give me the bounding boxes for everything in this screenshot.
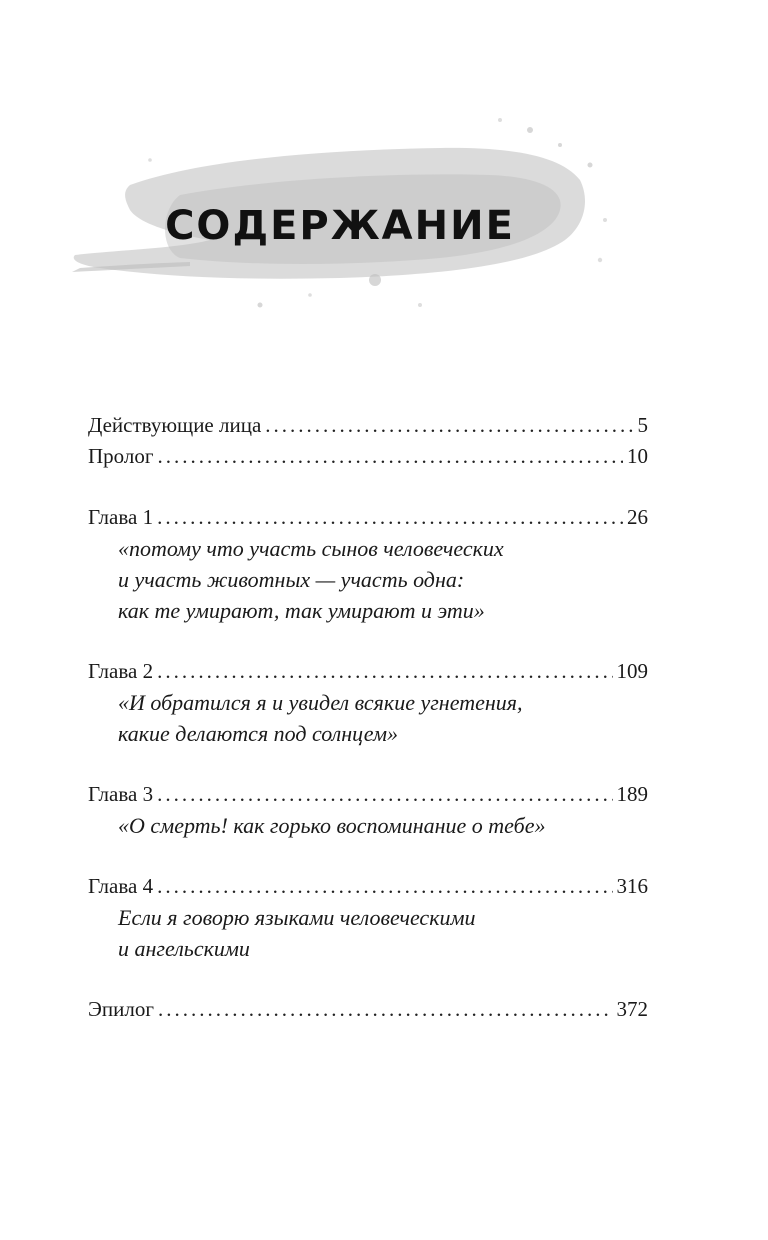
toc-entry-chapter-4[interactable] bbox=[88, 871, 648, 902]
toc-entry-label: Глава 2 bbox=[88, 659, 154, 683]
toc-entry-epilogue[interactable] bbox=[88, 994, 648, 1025]
toc-entry-page: 26 bbox=[627, 505, 648, 529]
toc-entry-page: 5 bbox=[637, 413, 648, 437]
chapter-3-epigraph bbox=[88, 810, 648, 841]
toc-entry-chapter-2[interactable] bbox=[88, 656, 648, 687]
chapter-1-epigraph bbox=[88, 533, 648, 626]
toc-entry-chapter-1[interactable] bbox=[88, 502, 648, 533]
dot-leader bbox=[157, 871, 612, 902]
toc-entry-page: 109 bbox=[616, 659, 648, 683]
toc-entry-page: 189 bbox=[616, 782, 648, 806]
table-of-contents bbox=[88, 410, 648, 1025]
epigraph-line: какие делаются под солнцем» bbox=[118, 721, 398, 746]
title-block bbox=[60, 100, 620, 340]
toc-entry-characters[interactable] bbox=[88, 410, 648, 441]
toc-entry-page: 10 bbox=[627, 444, 648, 468]
chapter-2-epigraph bbox=[88, 687, 648, 749]
epigraph-line: «потому что участь сынов человеческих bbox=[118, 536, 504, 561]
toc-entry-label: Глава 4 bbox=[88, 874, 154, 898]
toc-entry-label: Глава 3 bbox=[88, 782, 154, 806]
page-title: СОДЕРЖАНИЕ bbox=[165, 203, 515, 249]
dot-leader bbox=[265, 410, 633, 441]
toc-entry-label: Действующие лица bbox=[88, 413, 262, 437]
toc-entry-label: Пролог bbox=[88, 444, 154, 468]
epigraph-line: как те умирают, так умирают и эти» bbox=[118, 598, 485, 623]
epigraph-line: и участь животных — участь одна: bbox=[118, 567, 465, 592]
dot-leader bbox=[157, 779, 612, 810]
dot-leader bbox=[158, 994, 613, 1025]
epigraph-line: и ангельскими bbox=[118, 936, 250, 961]
toc-entry-chapter-3[interactable] bbox=[88, 779, 648, 810]
toc-entry-prologue[interactable] bbox=[88, 441, 648, 472]
epigraph-line: «О смерть! как горько воспоминание о тебе» bbox=[118, 813, 546, 838]
dot-leader bbox=[157, 656, 612, 687]
epigraph-line: «И обратился я и увидел всякие угнетения, bbox=[118, 690, 523, 715]
toc-entry-label: Глава 1 bbox=[88, 505, 154, 529]
dot-leader bbox=[157, 502, 623, 533]
toc-entry-page: 372 bbox=[616, 997, 648, 1021]
dot-leader bbox=[157, 441, 623, 472]
chapter-4-epigraph bbox=[88, 902, 648, 964]
epigraph-line: Если я говорю языками человеческими bbox=[118, 905, 476, 930]
toc-entry-label: Эпилог bbox=[88, 997, 154, 1021]
toc-entry-page: 316 bbox=[616, 874, 648, 898]
